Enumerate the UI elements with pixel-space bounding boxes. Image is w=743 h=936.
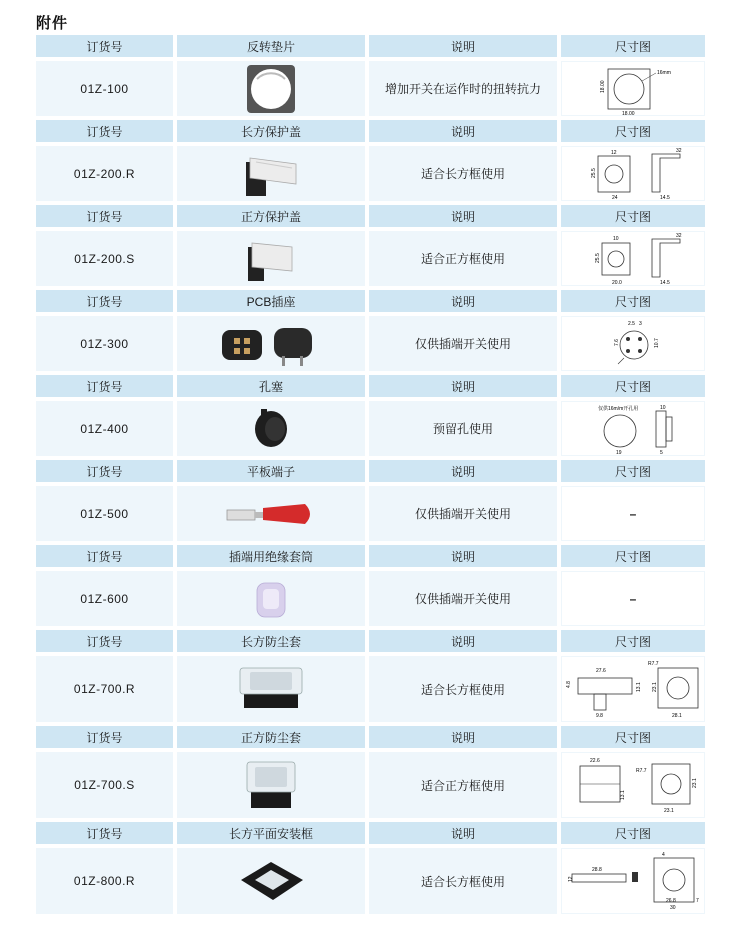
header-desc: 说明 (369, 630, 557, 652)
dim-label: 10.7 (654, 337, 660, 348)
description: 适合正方框使用 (369, 231, 557, 286)
header-desc: 说明 (369, 35, 557, 57)
header-code: 订货号 (36, 822, 173, 844)
table-header-row (36, 120, 709, 142)
header-code: 订货号 (36, 35, 173, 57)
dim-label: R7.7 (648, 661, 659, 667)
dimension-drawing (561, 752, 705, 818)
dimension-drawing (561, 231, 705, 286)
order-code: 01Z-800.R (36, 848, 173, 914)
dimension-drawing-300 (568, 318, 698, 370)
product-photo (177, 656, 365, 722)
table-row (36, 848, 709, 914)
dimension-none: – (561, 486, 705, 541)
description: 仅供插端开关使用 (369, 316, 557, 371)
product-photo (177, 401, 365, 456)
description: 增加开关在运作时的扭转抗力 (369, 61, 557, 116)
description: 适合长方框使用 (369, 848, 557, 914)
dimension-none: – (561, 571, 705, 626)
order-code: 01Z-700.S (36, 752, 173, 818)
dimension-drawing (561, 401, 705, 456)
product-photo (177, 146, 365, 201)
dim-label: 7.6 (614, 338, 620, 346)
header-name: 正方防尘套 (177, 726, 365, 748)
description: 适合正方框使用 (369, 752, 557, 818)
hole-plug-image (241, 403, 301, 455)
header-code: 订货号 (36, 630, 173, 652)
dim-label: 30 (670, 905, 676, 911)
header-dim: 尺寸图 (561, 630, 705, 652)
table-header-row (36, 822, 709, 844)
dim-label: 23.1 (664, 808, 674, 814)
table-row (36, 316, 709, 371)
header-name: PCB插座 (177, 290, 365, 312)
header-dim: 尺寸图 (561, 120, 705, 142)
dim-label: 3 (639, 320, 642, 327)
dimension-drawing-100 (568, 63, 698, 115)
dim-label: 25.5 (591, 167, 597, 178)
dim-label: 25.5 (595, 252, 601, 263)
header-code: 订货号 (36, 120, 173, 142)
flat-terminal-image (221, 494, 321, 534)
header-code: 订货号 (36, 375, 173, 397)
order-code: 01Z-200.R (36, 146, 173, 201)
table-header-row (36, 545, 709, 567)
dimension-drawing (561, 61, 705, 116)
description: 适合长方框使用 (369, 146, 557, 201)
dim-label: 28.8 (592, 867, 602, 873)
header-dim: 尺寸图 (561, 35, 705, 57)
dim-label: 2.5 (628, 320, 635, 327)
rect-cover-image (236, 148, 306, 200)
order-code: 01Z-700.R (36, 656, 173, 722)
table-row (36, 571, 709, 626)
accessories-table (36, 35, 709, 918)
header-desc: 说明 (369, 375, 557, 397)
header-code: 订货号 (36, 290, 173, 312)
header-name: 平板端子 (177, 460, 365, 482)
header-name: 孔塞 (177, 375, 365, 397)
pcb-socket-image (216, 318, 326, 370)
dim-label: 14.5 (660, 279, 670, 285)
dimension-drawing-800r (562, 850, 704, 912)
dimension-drawing (561, 316, 705, 371)
dim-label: 10 (613, 235, 619, 242)
dim-label: 26.8 (666, 898, 676, 904)
dimension-drawing-700r (562, 658, 704, 720)
dim-label: 13.1 (620, 790, 626, 800)
rect-dust-cover-image (226, 658, 316, 720)
header-code: 订货号 (36, 545, 173, 567)
table-header-row (36, 290, 709, 312)
header-name: 正方保护盖 (177, 205, 365, 227)
table-header-row (36, 726, 709, 748)
description: 仅供插端开关使用 (369, 571, 557, 626)
description: 仅供插端开关使用 (369, 486, 557, 541)
table-row (36, 486, 709, 541)
header-name: 反转垫片 (177, 35, 365, 57)
product-photo (177, 316, 365, 371)
product-photo (177, 752, 365, 818)
dimension-drawing (561, 146, 705, 201)
header-code: 订货号 (36, 726, 173, 748)
dimension-drawing (561, 848, 705, 914)
dim-label: 20.0 (612, 279, 622, 285)
dim-label: 16mm (657, 69, 671, 76)
dimension-drawing-700s (562, 754, 704, 816)
mounting-frame-image (231, 850, 311, 912)
order-code: 01Z-400 (36, 401, 173, 456)
header-name: 长方平面安装框 (177, 822, 365, 844)
dim-label: 4.8 (566, 681, 572, 688)
header-desc: 说明 (369, 822, 557, 844)
table-row (36, 61, 709, 116)
product-photo (177, 848, 365, 914)
table-header-row (36, 35, 709, 57)
header-name: 插端用绝缘套筒 (177, 545, 365, 567)
dim-label: 4 (662, 852, 665, 858)
product-photo (177, 571, 365, 626)
dim-label: 23.1 (692, 778, 698, 788)
header-dim: 尺寸图 (561, 822, 705, 844)
page-title: 附件 (36, 15, 69, 32)
product-photo (177, 486, 365, 541)
dim-label: R7.7 (636, 768, 647, 774)
description: 预留孔使用 (369, 401, 557, 456)
table-row (36, 231, 709, 286)
header-dim: 尺寸图 (561, 460, 705, 482)
dim-label: 27.6 (596, 668, 606, 674)
product-photo (177, 231, 365, 286)
dim-label: 18.00 (622, 110, 635, 115)
header-dim: 尺寸图 (561, 545, 705, 567)
header-code: 订货号 (36, 460, 173, 482)
dimension-drawing-200s (568, 233, 698, 285)
order-code: 01Z-200.S (36, 231, 173, 286)
header-desc: 说明 (369, 726, 557, 748)
header-desc: 说明 (369, 290, 557, 312)
header-dim: 尺寸图 (561, 205, 705, 227)
header-name: 长方防尘套 (177, 630, 365, 652)
table-row (36, 752, 709, 818)
header-dim: 尺寸图 (561, 726, 705, 748)
table-header-row (36, 630, 709, 652)
header-desc: 说明 (369, 120, 557, 142)
dimension-drawing-200r (568, 148, 698, 200)
order-code: 01Z-100 (36, 61, 173, 116)
header-desc: 说明 (369, 545, 557, 567)
table-row (36, 656, 709, 722)
table-row (36, 401, 709, 456)
order-code: 01Z-500 (36, 486, 173, 541)
table-header-row (36, 460, 709, 482)
header-desc: 说明 (369, 460, 557, 482)
dim-label: 22.6 (590, 758, 600, 764)
header-code: 订货号 (36, 205, 173, 227)
dimension-drawing (561, 656, 705, 722)
dim-label: 28.1 (672, 713, 682, 719)
table-row (36, 146, 709, 201)
header-desc: 说明 (369, 205, 557, 227)
dim-label: 12 (611, 149, 617, 156)
order-code: 01Z-600 (36, 571, 173, 626)
header-dim: 尺寸图 (561, 375, 705, 397)
dim-label: 5 (660, 449, 663, 455)
dim-label: 10 (660, 404, 666, 411)
table-header-row (36, 375, 709, 397)
dim-label: 23.1 (652, 682, 658, 692)
dim-label: 19 (616, 449, 622, 455)
dim-label: 24 (612, 194, 618, 200)
table-header-row (36, 205, 709, 227)
header-dim: 尺寸图 (561, 290, 705, 312)
rotation-washer-image (241, 63, 301, 115)
square-dust-cover-image (231, 754, 311, 816)
dim-label: 13.1 (636, 682, 642, 692)
dim-label: 18.00 (600, 79, 606, 93)
dim-label: 32 (676, 232, 682, 239)
dimension-drawing-400 (568, 403, 698, 455)
dim-label: 仅供16m/m开孔用 (598, 405, 639, 412)
dim-label: 32 (676, 147, 682, 154)
square-cover-image (236, 233, 306, 285)
description: 适合长方框使用 (369, 656, 557, 722)
header-name: 长方保护盖 (177, 120, 365, 142)
dim-label: 14.5 (660, 194, 670, 200)
insulation-sleeve-image (241, 573, 301, 625)
dim-label: 7 (696, 898, 699, 904)
order-code: 01Z-300 (36, 316, 173, 371)
dim-label: 12 (568, 876, 574, 882)
product-photo (177, 61, 365, 116)
dim-label: 9.8 (596, 713, 603, 719)
